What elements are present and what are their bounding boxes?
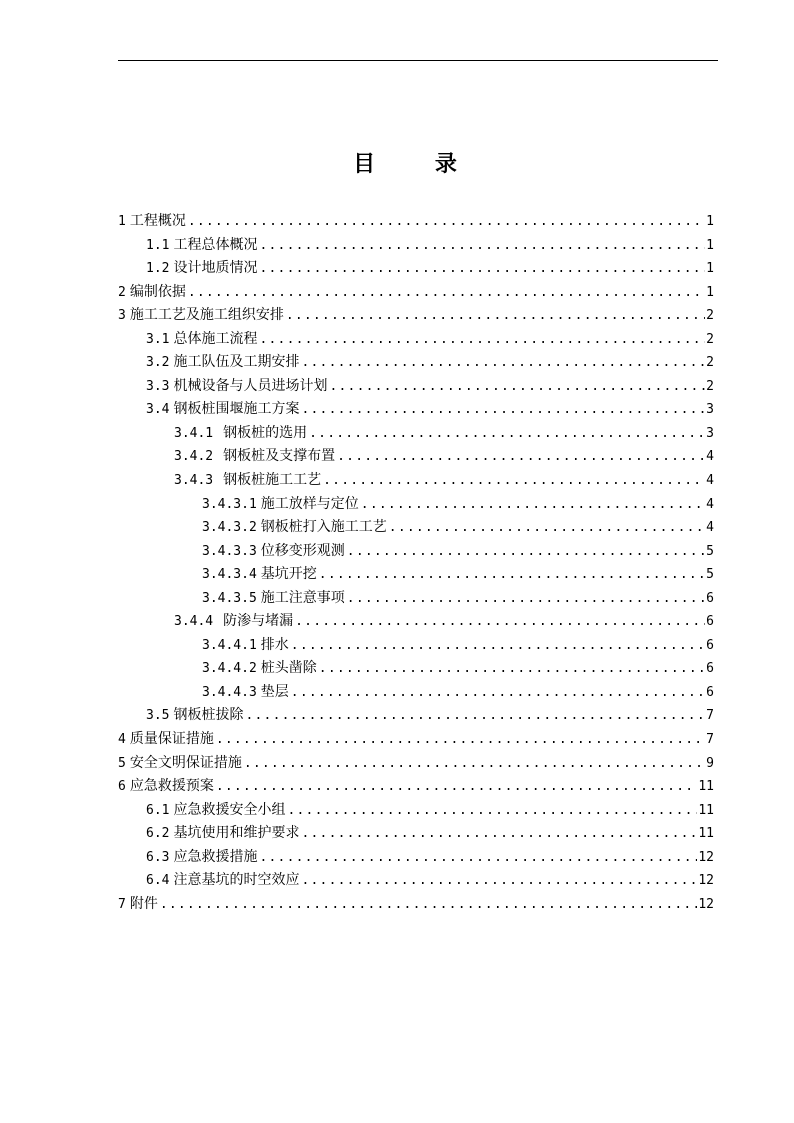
- toc-entry-number: 6.3: [146, 849, 170, 865]
- toc-dot-leader: [287, 799, 697, 823]
- toc-entry-page-number: 6: [706, 684, 714, 700]
- toc-entry[interactable]: [118, 799, 714, 823]
- page-title: 目 录: [353, 150, 483, 177]
- toc-entry-page-number: 3: [706, 425, 714, 441]
- toc-entry-title: 钢板桩的选用: [223, 424, 308, 441]
- toc-entry[interactable]: [118, 634, 714, 658]
- toc-entry-number: 6: [118, 779, 126, 795]
- toc-entry[interactable]: [118, 587, 714, 611]
- toc-entry-page-number: 4: [706, 449, 714, 465]
- toc-entry-title: 应急救援安全小组: [173, 801, 286, 818]
- toc-entry[interactable]: [118, 516, 714, 540]
- toc-entry[interactable]: [118, 445, 714, 469]
- toc-dot-leader: [361, 493, 705, 517]
- toc-dot-leader: [244, 752, 705, 776]
- toc-entry-title: 工程概况: [129, 213, 186, 229]
- toc-entry-title: 设计地质情况: [173, 260, 258, 277]
- toc-entry-number: 5: [118, 755, 126, 771]
- toc-entry-number: 6.2: [146, 826, 170, 842]
- toc-dot-leader: [259, 234, 705, 258]
- toc-dot-leader: [291, 634, 705, 658]
- toc-entry-page-number: 1: [706, 284, 714, 300]
- toc-entry-number: 3.4.4.1: [202, 637, 257, 653]
- toc-entry-title: 基坑使用和维护要求: [173, 825, 300, 842]
- toc-entry-number: 3.4.3.5: [202, 590, 257, 606]
- toc-entry-page-number: 6: [706, 637, 714, 653]
- toc-entry-title: 施工工艺及施工组织安排: [129, 307, 284, 324]
- toc-entry-title: 工程总体概况: [173, 236, 258, 253]
- toc-entry[interactable]: [118, 704, 714, 728]
- toc-entry-number: 3.4.4: [174, 614, 214, 630]
- toc-entry-title: 编制依据: [129, 283, 186, 300]
- toc-entry[interactable]: [118, 210, 714, 234]
- toc-entry-number: 3.3: [146, 378, 170, 394]
- toc-entry-title: 钢板桩围堰施工方案: [173, 401, 300, 418]
- toc-entry[interactable]: [118, 375, 714, 399]
- toc-entry-number: 3: [118, 308, 126, 324]
- toc-entry-number: 4: [118, 732, 126, 748]
- toc-entry-page-number: 1: [706, 261, 714, 277]
- toc-entry[interactable]: [118, 610, 714, 634]
- toc-entry[interactable]: [118, 469, 714, 493]
- header-rule: [118, 60, 718, 61]
- toc-dot-leader: [301, 398, 705, 422]
- toc-entry-title: 施工放样与定位: [260, 495, 359, 512]
- toc-entry-title: 钢板桩施工工艺: [223, 472, 322, 489]
- toc-dot-leader: [347, 540, 705, 564]
- toc-entry-page-number: 12: [698, 849, 714, 865]
- toc-entry-number: 3.5: [146, 708, 170, 724]
- toc-entry-number: 3.4.1: [174, 425, 214, 441]
- toc-dot-leader: [216, 728, 705, 752]
- toc-entry-title: 质量保证措施: [129, 731, 214, 748]
- toc-entry-number: 3.4.4.2: [202, 661, 257, 677]
- toc-entry[interactable]: [118, 493, 714, 517]
- toc-entry[interactable]: [118, 728, 714, 752]
- toc-dot-leader: [160, 893, 698, 917]
- toc-entry[interactable]: [118, 775, 714, 799]
- toc-entry-page-number: 2: [706, 308, 714, 324]
- toc-entry[interactable]: [118, 657, 714, 681]
- toc-entry[interactable]: [118, 563, 714, 587]
- table-of-contents: [118, 210, 714, 916]
- toc-dot-leader: [319, 563, 705, 587]
- toc-dot-leader: [323, 469, 705, 493]
- toc-entry[interactable]: [118, 422, 714, 446]
- toc-entry-number: 2: [118, 284, 126, 300]
- toc-entry-number: 3.4.3.3: [202, 543, 257, 559]
- toc-dot-leader: [245, 704, 705, 728]
- toc-entry[interactable]: [118, 822, 714, 846]
- toc-dot-leader: [329, 375, 705, 399]
- toc-entry[interactable]: [118, 257, 714, 281]
- toc-entry-title: 防渗与堵漏: [223, 613, 294, 630]
- toc-entry-title: 钢板桩拔除: [173, 707, 244, 724]
- toc-entry-title: 安全文明保证措施: [129, 754, 242, 771]
- toc-dot-leader: [301, 869, 697, 893]
- toc-dot-leader: [301, 822, 697, 846]
- toc-entry-page-number: 2: [706, 355, 714, 371]
- toc-entry-page-number: 3: [706, 402, 714, 418]
- toc-entry-number: 6.4: [146, 873, 170, 889]
- toc-entry-page-number: 4: [706, 496, 714, 512]
- toc-entry-number: 3.4.2: [174, 449, 214, 465]
- toc-entry-number: 3.2: [146, 355, 170, 371]
- toc-entry-page-number: 7: [706, 732, 714, 748]
- toc-entry-title: 附件: [129, 895, 158, 912]
- toc-entry-title: 施工注意事项: [260, 589, 345, 606]
- toc-dot-leader: [319, 657, 705, 681]
- toc-entry-title: 钢板桩及支撑布置: [223, 448, 336, 465]
- toc-entry-title: 排水: [260, 636, 289, 653]
- toc-entry-number: 1: [118, 214, 126, 229]
- toc-entry-number: 6.1: [146, 802, 170, 818]
- toc-entry-page-number: 6: [706, 614, 714, 630]
- toc-entry-page-number: 2: [706, 378, 714, 394]
- toc-entry[interactable]: [118, 540, 714, 564]
- toc-entry-page-number: 5: [706, 543, 714, 559]
- toc-dot-leader: [291, 681, 705, 705]
- toc-entry-number: 3.4.4.3: [202, 684, 257, 700]
- toc-entry-title: 桩头凿除: [260, 660, 317, 677]
- toc-entry-number: 3.1: [146, 331, 170, 347]
- toc-entry-number: 3.4.3.2: [202, 520, 257, 536]
- toc-entry-title: 注意基坑的时空效应: [173, 872, 300, 889]
- toc-entry-title: 应急救援预案: [129, 778, 214, 795]
- toc-dot-leader: [309, 422, 705, 446]
- toc-entry-title: 位移变形观测: [260, 542, 345, 559]
- toc-entry[interactable]: [118, 752, 714, 776]
- toc-entry-title: 施工队伍及工期安排: [173, 354, 300, 371]
- toc-entry-page-number: 11: [698, 826, 714, 842]
- toc-entry-number: 3.4.3: [174, 473, 214, 489]
- toc-entry-page-number: 4: [706, 473, 714, 489]
- toc-entry-page-number: 6: [706, 661, 714, 677]
- toc-entry-page-number: 11: [698, 802, 714, 818]
- toc-entry-page-number: 9: [706, 755, 714, 771]
- toc-entry-page-number: 1: [706, 237, 714, 253]
- toc-entry-title: 钢板桩打入施工工艺: [260, 519, 387, 536]
- toc-entry-page-number: 12: [698, 896, 714, 912]
- toc-entry-title: 总体施工流程: [173, 330, 258, 347]
- toc-entry[interactable]: [118, 351, 714, 375]
- toc-dot-leader: [389, 516, 705, 540]
- toc-entry-number: 7: [118, 896, 126, 912]
- toc-dot-leader: [347, 587, 705, 611]
- toc-entry-title: 应急救援措施: [173, 848, 258, 865]
- toc-dot-leader: [286, 304, 705, 328]
- toc-entry-title: 基坑开挖: [260, 566, 317, 583]
- toc-entry[interactable]: [118, 846, 714, 870]
- toc-entry-page-number: 11: [698, 779, 714, 795]
- toc-entry-page-number: 6: [706, 590, 714, 606]
- toc-dot-leader: [259, 846, 697, 870]
- toc-entry[interactable]: [118, 869, 714, 893]
- toc-dot-leader: [259, 328, 705, 352]
- toc-entry[interactable]: [118, 893, 714, 917]
- toc-entry-page-number: 5: [706, 567, 714, 583]
- toc-entry-page-number: 12: [698, 873, 714, 889]
- toc-entry-page-number: 7: [706, 708, 714, 724]
- toc-entry-page-number: 4: [706, 520, 714, 536]
- toc-dot-leader: [259, 257, 705, 281]
- toc-entry[interactable]: [118, 328, 714, 352]
- toc-dot-leader: [295, 610, 705, 634]
- toc-entry-title: 机械设备与人员进场计划: [173, 377, 328, 394]
- toc-dot-leader: [301, 351, 705, 375]
- toc-dot-leader: [188, 281, 705, 305]
- toc-dot-leader: [337, 445, 705, 469]
- toc-dot-leader: [216, 775, 698, 799]
- toc-entry[interactable]: [118, 304, 714, 328]
- toc-entry-number: 3.4.3.4: [202, 567, 257, 583]
- toc-entry-number: 1.1: [146, 237, 170, 253]
- toc-dot-leader: [188, 210, 705, 234]
- toc-entry-number: 3.4.3.1: [202, 496, 257, 512]
- toc-entry[interactable]: [118, 234, 714, 258]
- toc-entry-page-number: 2: [706, 331, 714, 347]
- toc-entry[interactable]: [118, 281, 714, 305]
- toc-entry-title: 垫层: [260, 683, 289, 700]
- toc-entry-page-number: 1: [706, 214, 714, 229]
- toc-entry-number: 1.2: [146, 261, 170, 277]
- toc-entry[interactable]: [118, 398, 714, 422]
- toc-entry[interactable]: [118, 681, 714, 705]
- toc-entry-number: 3.4: [146, 402, 170, 418]
